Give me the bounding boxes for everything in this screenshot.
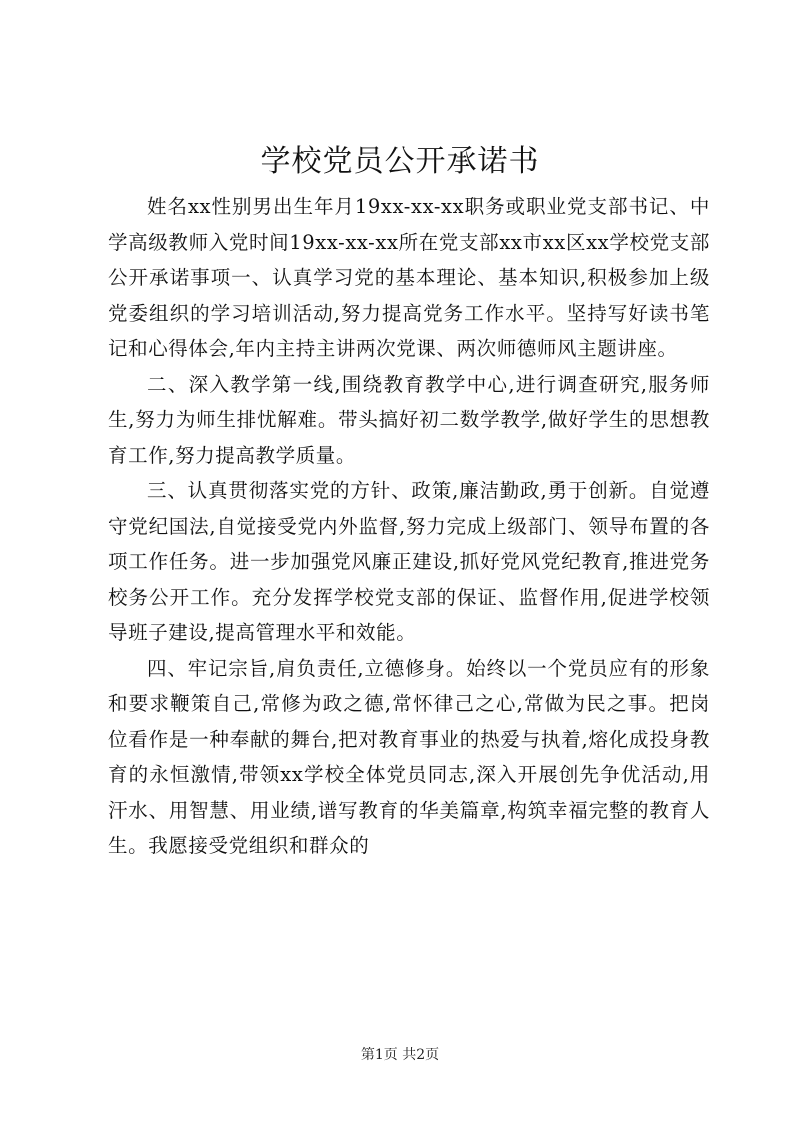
paragraph-4: 四、牢记宗旨,肩负责任,立德修身。始终以一个党员应有的形象和要求鞭策自己,常修为政之德,常怀律己之心,常做为民之事。把岗位看作是一种奉献的舞台,把对教育事业的热爱与执着,熔化成投身教育的永恒激情,带领xx学校全体党员同志,深入开展创先争优活动,用汗水、用智慧、用业绩,谱写教育的华美篇章,构筑幸福完整的教育人生。我愿接受党组织和群众的 xyxy=(108,656,710,857)
document-title: 学校党员公开承诺书 xyxy=(260,144,540,179)
document-body xyxy=(108,189,710,864)
paragraph-1: 姓名xx性别男出生年月19xx-xx-xx职务或职业党支部书记、中学高级教师入党时间19xx-xx-xx所在党支部xx市xx区xx学校党支部公开承诺事项一、认真学习党的基本理论、基本知识,积极参加上级党委组织的学习培训活动,努力提高党务工作水平。坚持写好读书笔记和心得体会,年内主持主讲两次党课、两次师德师风主题讲座。 xyxy=(108,195,710,360)
page-footer: 第1页 共2页 xyxy=(360,1047,440,1063)
paragraph-2: 二、深入教学第一线,围绕教育教学中心,进行调查研究,服务师生,努力为师生排忧解难。带头搞好初二数学教学,做好学生的思想教育工作,努力提高教学质量。 xyxy=(108,372,710,467)
paragraph-3: 三、认真贯彻落实党的方针、政策,廉洁勤政,勇于创新。自觉遵守党纪国法,自觉接受党内外监督,努力完成上级部门、领导布置的各项工作任务。进一步加强党风廉正建设,抓好党风党纪教育,推进党务校务公开工作。充分发挥学校党支部的保证、监督作用,促进学校领导班子建设,提高管理水平和效能。 xyxy=(108,479,710,644)
